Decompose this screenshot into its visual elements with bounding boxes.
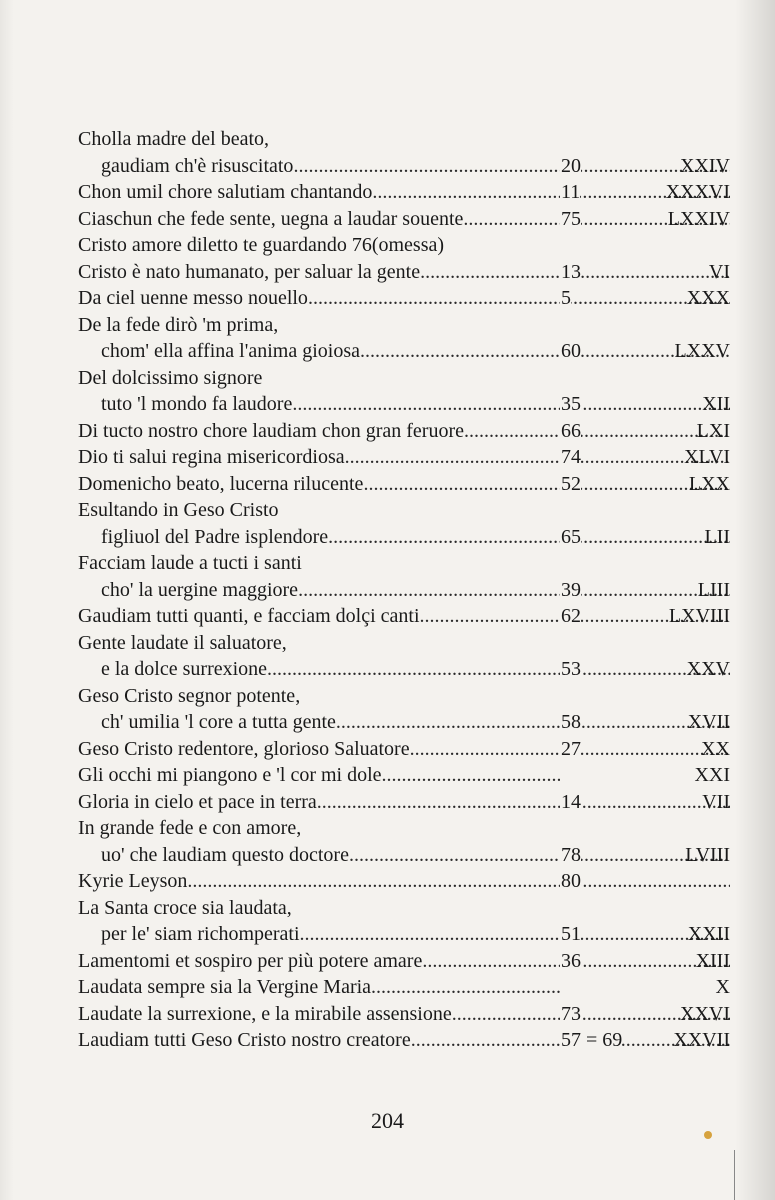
incipit-text: Del dolcissimo signore bbox=[78, 366, 263, 389]
dot-leader bbox=[349, 842, 730, 869]
incipit-text: gaudiam ch'è risuscitato bbox=[101, 154, 294, 177]
index-entry bbox=[78, 550, 730, 577]
incipit-text: Da ciel uenne messo nouello bbox=[78, 287, 308, 309]
page-ref: 53 bbox=[560, 656, 581, 683]
index-entry bbox=[78, 1027, 730, 1054]
incipit-text: Facciam laude a tucti i santi bbox=[78, 552, 302, 574]
index-entry bbox=[78, 736, 730, 763]
roman-numeral: LXXV bbox=[674, 340, 730, 362]
roman-numeral: XXV bbox=[686, 658, 730, 680]
page-ref: 35 bbox=[560, 391, 581, 418]
index-list bbox=[78, 126, 730, 1054]
index-entry-continuation bbox=[78, 391, 730, 418]
page-ref: 51 bbox=[560, 921, 581, 948]
dot-leader bbox=[267, 656, 730, 683]
incipit-text: cho' la uergine maggiore bbox=[101, 578, 299, 601]
roman-numeral: XXVI bbox=[680, 1002, 730, 1025]
roman-numeral: XII bbox=[702, 393, 730, 415]
incipit-text: La Santa croce sia laudata, bbox=[78, 896, 292, 919]
incipit-text: Cristo è nato humanato, per saluar la gente bbox=[78, 260, 421, 283]
page-ref: 11 bbox=[560, 179, 580, 206]
incipit-text: De la fede dirò 'm prima, bbox=[78, 313, 279, 336]
index-entry bbox=[78, 471, 730, 498]
incipit-text: chom' ella affina l'anima gioiosa bbox=[101, 340, 360, 362]
index-entry bbox=[78, 497, 730, 524]
dot-leader bbox=[345, 444, 730, 471]
page-ref: 58 bbox=[560, 709, 581, 736]
page-number: 204 bbox=[371, 1108, 404, 1133]
incipit-text: Cristo amore diletto te guardando 76(omessa) bbox=[78, 234, 445, 256]
dot-leader bbox=[464, 418, 730, 445]
index-entry bbox=[78, 179, 730, 206]
roman-numeral: LIII bbox=[697, 578, 730, 601]
index-entry bbox=[78, 206, 730, 233]
index-entry-continuation bbox=[78, 656, 730, 683]
incipit-text: In grande fede e con amore, bbox=[78, 817, 302, 839]
index-entry-continuation bbox=[78, 524, 730, 551]
dot-leader bbox=[187, 868, 730, 895]
index-entry-continuation bbox=[78, 921, 730, 948]
page-ref: 14 bbox=[560, 789, 581, 816]
index-entry bbox=[78, 895, 730, 922]
incipit-text: Laudata sempre sia la Vergine Maria bbox=[78, 976, 372, 998]
index-entry bbox=[78, 815, 730, 842]
roman-numeral: XXII bbox=[687, 923, 730, 945]
dot-leader bbox=[382, 762, 560, 789]
index-entry bbox=[78, 126, 730, 153]
page-ref: 60 bbox=[560, 338, 581, 365]
index-entry bbox=[78, 285, 730, 312]
dot-leader bbox=[308, 285, 730, 312]
incipit-text: Dio ti salui regina misericordiosa bbox=[78, 446, 345, 468]
index-entry bbox=[78, 312, 730, 339]
page-ref: 39 bbox=[560, 577, 581, 604]
index-entry bbox=[78, 683, 730, 710]
roman-numeral: XIII bbox=[695, 949, 730, 972]
roman-numeral: XXXVI bbox=[665, 181, 730, 203]
page-ref: 5 bbox=[560, 285, 571, 312]
incipit-text: Gloria in cielo et pace in terra bbox=[78, 790, 317, 813]
dot-leader bbox=[363, 471, 730, 498]
page-ref: 73 bbox=[560, 1001, 581, 1028]
page-ref: 27 bbox=[560, 736, 581, 763]
incipit-text: Laudiam tutti Geso Cristo nostro creatore bbox=[78, 1029, 411, 1051]
incipit-text: Gaudiam tutti quanti, e facciam dolçi canti bbox=[78, 605, 420, 627]
incipit-text: Domenicho beato, lucerna rilucente bbox=[78, 472, 364, 495]
page-ref: 80 bbox=[560, 868, 581, 895]
page-ref: 13 bbox=[560, 259, 581, 286]
page-gutter-shadow bbox=[0, 0, 14, 1200]
incipit-text: Chon umil chore salutiam chantando bbox=[78, 181, 373, 203]
roman-numeral: LVIII bbox=[685, 843, 730, 866]
roman-numeral: X bbox=[715, 976, 730, 998]
roman-numeral: XX bbox=[701, 737, 730, 760]
index-entry-continuation bbox=[78, 709, 730, 736]
index-entry bbox=[78, 762, 730, 789]
incipit-text: Kyrie Leyson bbox=[78, 870, 188, 892]
dot-leader bbox=[336, 709, 730, 736]
incipit-text: Geso Cristo redentore, glorioso Saluatore bbox=[78, 737, 410, 760]
incipit-text: Geso Cristo segnor potente, bbox=[78, 684, 301, 707]
roman-numeral: VII bbox=[702, 790, 730, 813]
index-entry bbox=[78, 789, 730, 816]
incipit-text: Lamentomi et sospiro per più potere amare bbox=[78, 949, 423, 972]
index-entry bbox=[78, 868, 730, 895]
roman-numeral: XVII bbox=[687, 711, 730, 733]
page-ref: 62 bbox=[560, 603, 581, 630]
page-ref: 57 = 69 bbox=[560, 1027, 622, 1054]
index-entry bbox=[78, 444, 730, 471]
roman-numeral: VI bbox=[708, 260, 730, 283]
page-ref: 75 bbox=[560, 206, 581, 233]
incipit-text: Ciaschun che fede sente, uegna a laudar souente bbox=[78, 207, 464, 230]
dot-leader bbox=[292, 391, 730, 418]
page-ref: 65 bbox=[560, 524, 581, 551]
index-entry-continuation bbox=[78, 153, 730, 180]
page-edge-shadow bbox=[735, 0, 775, 1200]
page-ref: 36 bbox=[560, 948, 581, 975]
paper-spot bbox=[704, 1131, 712, 1139]
dot-leader bbox=[317, 789, 730, 816]
page-ref: 78 bbox=[560, 842, 581, 869]
roman-numeral: XXI bbox=[694, 764, 730, 786]
incipit-text: ch' umilia 'l core a tutta gente bbox=[101, 711, 336, 733]
index-entry-continuation bbox=[78, 842, 730, 869]
incipit-text: Gente laudate il saluatore, bbox=[78, 631, 287, 654]
page-ref: 20 bbox=[560, 153, 581, 180]
index-entry bbox=[78, 259, 730, 286]
incipit-text: Gli occhi mi piangono e 'l cor mi dole bbox=[78, 764, 382, 786]
paper-crease bbox=[734, 1150, 735, 1200]
index-entry bbox=[78, 603, 730, 630]
index-entry bbox=[78, 974, 730, 1001]
index-entry bbox=[78, 365, 730, 392]
dot-leader bbox=[293, 153, 730, 180]
roman-numeral: XXX bbox=[686, 287, 730, 309]
index-entry bbox=[78, 1001, 730, 1028]
incipit-text: Cholla madre del beato, bbox=[78, 128, 270, 150]
roman-numeral: LXI bbox=[696, 419, 730, 442]
index-entry-continuation bbox=[78, 338, 730, 365]
index-entry bbox=[78, 232, 730, 259]
index-entry bbox=[78, 418, 730, 445]
dot-leader bbox=[298, 577, 730, 604]
dot-leader bbox=[328, 524, 730, 551]
page-ref: 52 bbox=[560, 471, 581, 498]
roman-numeral: XXVII bbox=[673, 1029, 730, 1051]
incipit-text: Esultando in Geso Cristo bbox=[78, 499, 279, 521]
index-entry bbox=[78, 630, 730, 657]
page-ref: 74 bbox=[560, 444, 581, 471]
incipit-text: uo' che laudiam questo doctore bbox=[101, 843, 349, 866]
incipit-text: e la dolce surrexione bbox=[101, 658, 268, 680]
incipit-text: figliuol del Padre isplendore bbox=[101, 525, 329, 548]
roman-numeral: XLVI bbox=[684, 446, 730, 468]
incipit-text: Di tucto nostro chore laudiam chon gran feruore bbox=[78, 419, 464, 442]
dot-leader bbox=[371, 974, 560, 1001]
dot-leader bbox=[300, 921, 730, 948]
incipit-text: per le' siam richomperati bbox=[101, 923, 300, 945]
roman-numeral: LXXIV bbox=[667, 207, 730, 230]
incipit-text: tuto 'l mondo fa laudore bbox=[101, 393, 293, 415]
page-ref: 66 bbox=[560, 418, 581, 445]
roman-numeral: LII bbox=[704, 525, 730, 548]
roman-numeral: XXIV bbox=[680, 154, 730, 177]
incipit-text: Laudate la surrexione, e la mirabile assensione bbox=[78, 1002, 452, 1025]
index-entry bbox=[78, 948, 730, 975]
roman-numeral: LXVIII bbox=[668, 605, 730, 627]
roman-numeral: LXX bbox=[688, 472, 730, 495]
index-entry-continuation bbox=[78, 577, 730, 604]
